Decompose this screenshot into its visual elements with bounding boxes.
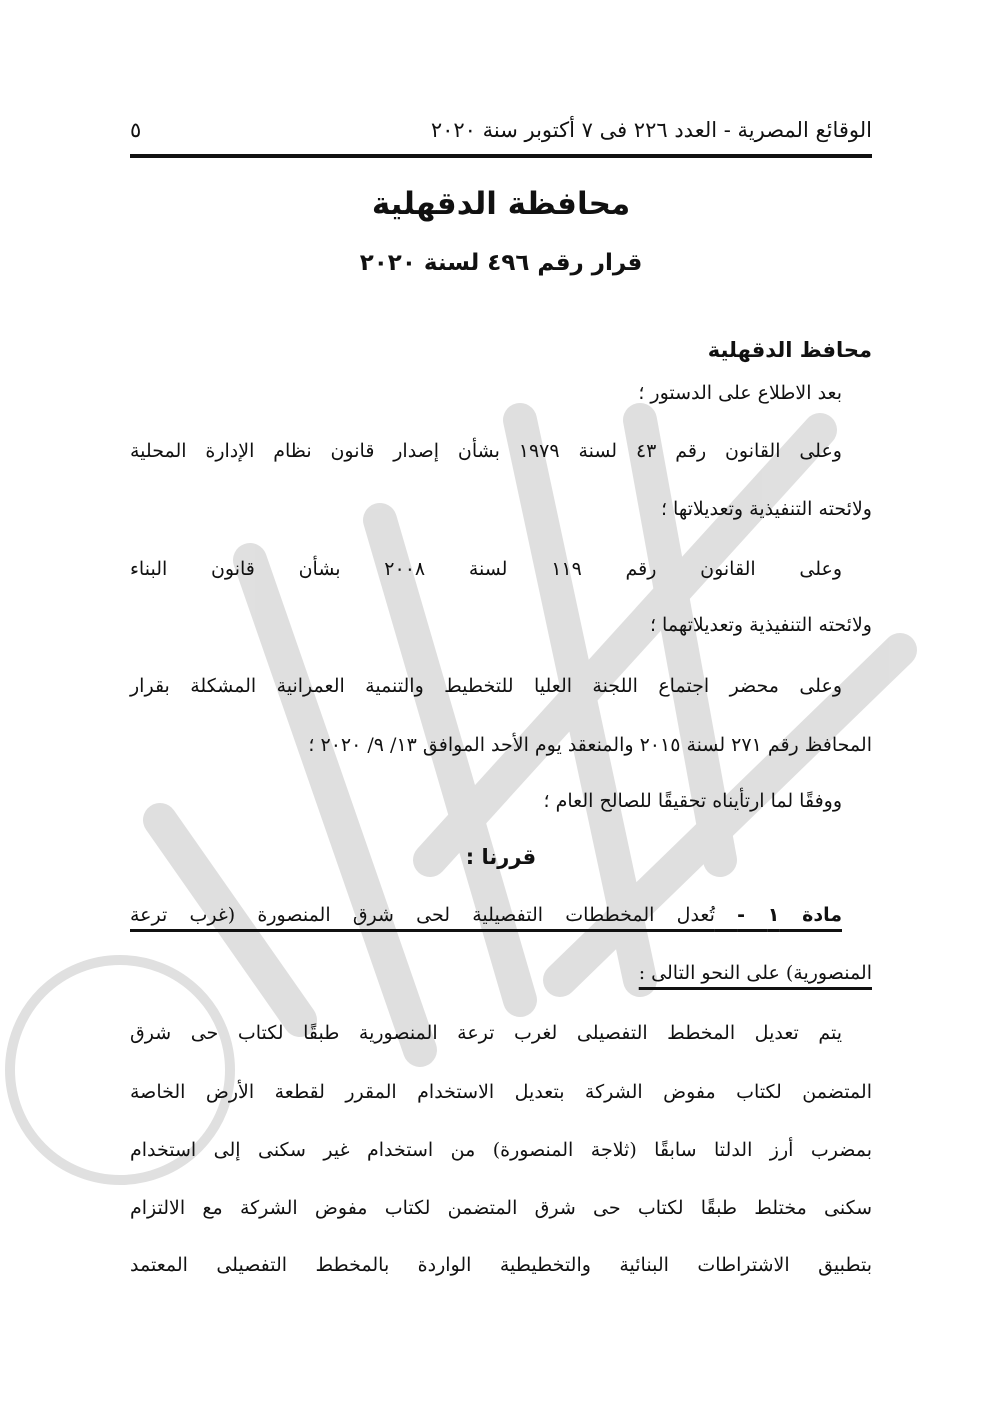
preamble-line: وعلى محضر اجتماع اللجنة العليا للتخطيط والتنمية العمرانية المشكلة بقرار [130, 675, 842, 697]
body-line: سكنى مختلط طبقًا لكتاب حى شرق المتضمن لكتاب مفوض الشركة مع الالتزام [130, 1197, 872, 1219]
body-line: يتم تعديل المخطط التفصيلى لغرب ترعة المنصورية طبقًا لكتاب حى شرق [130, 1022, 842, 1044]
body-line: بتطبيق الاشتراطات البنائية والتخطيطية الواردة بالمخطط التفصيلى المعتمد [130, 1254, 872, 1276]
issuer-heading: محافظ الدقهلية [707, 338, 872, 362]
article-1-line [130, 958, 872, 988]
decree-number: قرار رقم ٤٩٦ لسنة ٢٠٢٠ [359, 250, 643, 276]
page-number: ٥ [130, 118, 142, 142]
body-line: بمضرب أرز الدلتا سابقًا (ثلاجة المنصورة) من استخدام غير سكنى إلى استخدام [130, 1139, 872, 1161]
preamble-line: المحافظ رقم ٢٧١ لسنة ٢٠١٥ والمنعقد يوم الأحد الموافق ١٣/ ٩/ ٢٠٢٠ ؛ [308, 734, 872, 756]
running-header [130, 112, 872, 148]
article-text: تُعدل المخططات التفصيلية لحى شرق المنصورة (غرب ترعة [130, 904, 715, 926]
preamble-line: ووفقًا لما ارتأيناه تحقيقًا للصالح العام ؛ [543, 790, 842, 812]
article-text: المنصورية) على النحو التالى : [638, 962, 872, 984]
preamble-line: وعلى القانون رقم ١١٩ لسنة ٢٠٠٨ بشأن قانون البناء [130, 558, 842, 580]
preamble-line: وعلى القانون رقم ٤٣ لسنة ١٩٧٩ بشأن إصدار قانون نظام الإدارة المحلية [130, 440, 842, 462]
article-1-line [130, 900, 872, 930]
article-label: مادة ١ - [737, 904, 842, 926]
preamble-line: ولائحته التنفيذية وتعديلاتهما ؛ [649, 614, 872, 636]
decision-heading: قررنا : [465, 845, 537, 869]
preamble-line: ولائحته التنفيذية وتعديلاتها ؛ [660, 498, 872, 520]
preamble-line: بعد الاطلاع على الدستور ؛ [638, 382, 842, 404]
running-title: الوقائع المصرية - العدد ٢٢٦ فى ٧ أكتوبر سنة ٢٠٢٠ [430, 118, 872, 142]
header-rule [130, 154, 872, 158]
body-line: المتضمن لكتاب مفوض الشركة بتعديل الاستخدام المقرر لقطعة الأرض الخاصة [130, 1081, 872, 1103]
page-title: محافظة الدقهلية [371, 186, 631, 222]
